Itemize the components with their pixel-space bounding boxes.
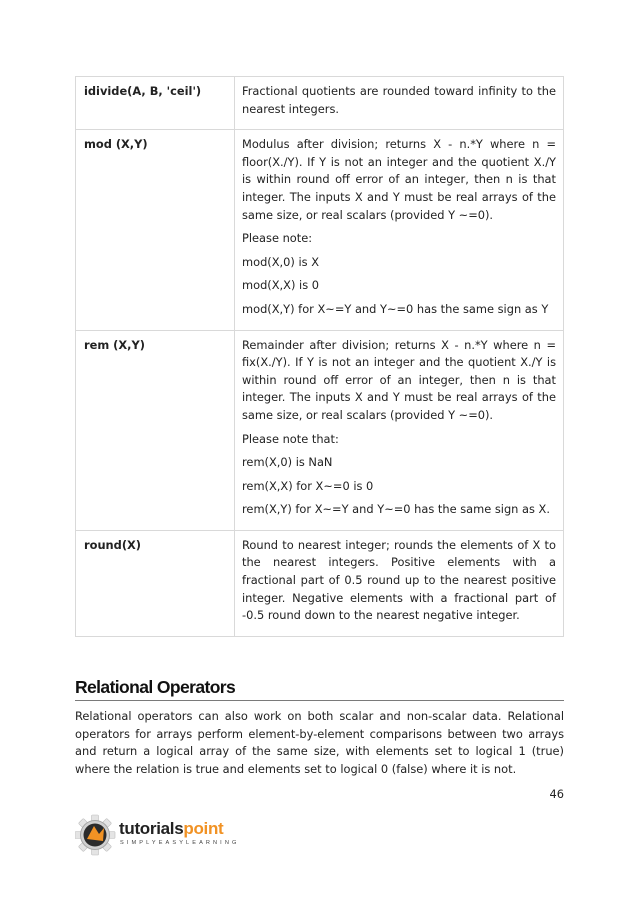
description-paragraph: Fractional quotients are rounded toward infinity to the nearest integers. xyxy=(242,84,556,116)
function-name-cell: mod (X,Y) xyxy=(76,130,235,330)
tutorialspoint-logo xyxy=(75,812,240,858)
description-paragraph: mod(X,Y) for X~=Y and Y~=0 has the same sign as Y xyxy=(242,301,549,316)
description-paragraph: mod(X,0) is X xyxy=(242,254,319,269)
logo-emblem-icon xyxy=(75,812,121,858)
function-table xyxy=(75,76,564,637)
table-row xyxy=(76,77,564,130)
description-paragraph: rem(X,X) for X~=0 is 0 xyxy=(242,478,374,493)
table-row xyxy=(76,130,564,330)
description-paragraph: Round to nearest integer; rounds the elements of X to the nearest integers. Positive elements with a fractional part of 0.5 round up to the nearest positive integer. Negative elements with a fractional part of -0.5 round down to the nearest negative integer. xyxy=(242,537,556,623)
function-description-cell xyxy=(235,530,564,636)
description-paragraph: Please note that: xyxy=(242,431,339,446)
function-description-cell xyxy=(235,130,564,330)
description-paragraph: mod(X,X) is 0 xyxy=(242,278,319,293)
description-paragraph: rem(X,0) is NaN xyxy=(242,455,333,470)
section-paragraph: Relational operators can also work on both scalar and non-scalar data. Relational operators for arrays perform element-by-element comparisons between two arrays and return a logical array of the same size, with elements set to logical 1 (true) where the relation is true and elements set to logical 0 (false) where it is not. xyxy=(75,709,564,776)
logo-wordmark xyxy=(119,819,223,839)
section-heading: Relational Operators xyxy=(75,677,564,701)
page-number: 46 xyxy=(549,787,564,801)
function-description-cell xyxy=(235,330,564,530)
logo-word-2: point xyxy=(183,819,224,838)
function-name-cell: idivide(A, B, 'ceil') xyxy=(76,77,235,130)
description-paragraph: Modulus after division; returns X - n.*Y where n = floor(X./Y). If Y is not an integer and the quotient X./Y is within round off error of an integer, then n is that integer. The inputs X and Y must be real arrays of the same size, or real scalars (provided Y ~=0). xyxy=(242,137,556,222)
function-description-cell xyxy=(235,77,564,130)
function-name-cell: round(X) xyxy=(76,530,235,636)
description-paragraph: Remainder after division; returns X - n.*Y where n = fix(X./Y). If Y is not an integer and the quotient X./Y is within round off error of an integer, then n is that integer. The inputs X and Y must be real arrays of the same size, or real scalars (provided Y ~=0). xyxy=(242,337,556,422)
function-name-cell: rem (X,Y) xyxy=(76,330,235,530)
table-row xyxy=(76,530,564,636)
logo-tagline: SIMPLYEASYLEARNING xyxy=(120,840,240,846)
table-row xyxy=(76,330,564,530)
logo-word-1: tutorials xyxy=(119,819,184,838)
description-paragraph: Please note: xyxy=(242,231,313,246)
description-paragraph: rem(X,Y) for X~=Y and Y~=0 has the same sign as X. xyxy=(242,502,550,517)
